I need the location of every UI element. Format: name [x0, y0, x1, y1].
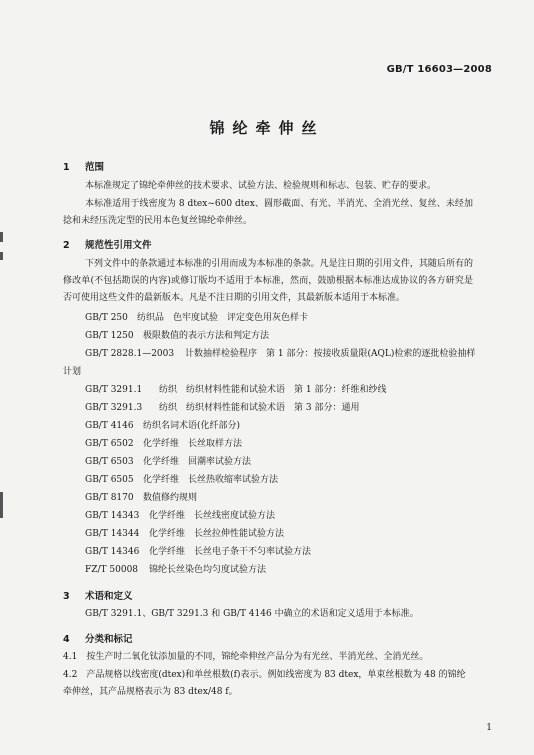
- reference-name: 化学纤维 长丝电子条干不匀率试验方法: [149, 547, 312, 557]
- scope-paragraph-1: 本标准规定了锦纶牵伸丝的技术要求、试验方法、检验规则和标志、包装、贮存的要求。: [85, 181, 437, 191]
- reference-code: GB/T 6503: [85, 457, 134, 467]
- reference-name: 计数抽样检验程序 第 1 部分：按接收质量限(AQL)检索的逐批检验抽样: [185, 349, 476, 359]
- reference-code: GB/T 1250: [85, 331, 134, 341]
- reference-code: GB/T 8170: [85, 493, 134, 503]
- section-number: 1: [63, 162, 70, 173]
- scan-edge-mark: [0, 252, 3, 260]
- reference-item: [85, 454, 251, 467]
- reference-code: GB/T 2828.1—2003: [85, 349, 175, 359]
- reference-code: GB/T 250: [85, 313, 128, 323]
- reference-code: GB/T 14344: [85, 529, 140, 539]
- section-title: 范围: [85, 162, 105, 173]
- section-title: 术语和定义: [85, 591, 133, 602]
- document-title: 锦纶牵伸丝: [209, 119, 325, 137]
- section-number: 4: [63, 634, 70, 645]
- reference-name: 纺织名词术语(化纤部分): [143, 421, 241, 431]
- section-heading-normative-references: [63, 237, 152, 251]
- reference-code: GB/T 6505: [85, 475, 134, 485]
- reference-item: [85, 328, 269, 341]
- section-number: 3: [63, 591, 70, 602]
- reference-name: 极限数值的表示方法和判定方法: [143, 331, 270, 341]
- section-heading-scope: [63, 159, 104, 173]
- reference-name: 化学纤维 长丝线密度试验方法: [149, 511, 276, 521]
- reference-name: 化学纤维 长丝拉伸性能试验方法: [149, 529, 285, 539]
- reference-item: [85, 400, 359, 413]
- scope-paragraph-2: 本标准适用于线密度为 8 dtex~600 dtex、圆形截面、有光、半消光、全消光丝、复丝、未经加捻和未经压洗定型的民用本色复丝锦纶牵伸丝。: [63, 199, 473, 226]
- section-title: 分类和标记: [85, 634, 133, 645]
- reference-name: 锦纶长丝染色均匀度试验方法: [149, 565, 267, 575]
- reference-code: GB/T 14346: [85, 547, 140, 557]
- reference-name: 化学纤维 长丝热收缩率试验方法: [143, 475, 279, 485]
- reference-item: [85, 436, 242, 449]
- reference-code: GB/T 14343: [85, 511, 140, 521]
- reference-code: GB/T 6502: [85, 439, 134, 449]
- reference-code: GB/T 4146: [85, 421, 134, 431]
- reference-code: FZ/T 50008: [85, 565, 139, 575]
- reference-item: [85, 526, 284, 539]
- section-title: 规范性引用文件: [85, 240, 152, 251]
- clause-4-2: 4.2 产品规格以线密度(dtex)和单丝根数(f)表示。例如线密度为 83 dtex，单束丝根数为 48 的锦纶牵伸丝，其产品规格表示为 83 dtex/48 f。: [63, 670, 466, 697]
- reference-code: GB/T 3291.1: [85, 385, 143, 395]
- reference-item: [85, 472, 278, 485]
- reference-item: [85, 346, 475, 359]
- reference-item: [85, 490, 197, 503]
- reference-name: 纺织 纺织材料性能和试验术语 第 1 部分：纤维和纱线: [159, 385, 387, 395]
- reference-name: 数值修约规则: [143, 493, 198, 503]
- page-number: 1: [486, 723, 492, 733]
- terms-paragraph: GB/T 3291.1、GB/T 3291.3 和 GB/T 4146 中确立的术语和定义适用于本标准。: [85, 609, 419, 619]
- reference-item: [85, 310, 308, 323]
- standard-code: GB/T 16603—2008: [386, 64, 492, 75]
- scan-edge-mark: [0, 492, 3, 518]
- section-heading-terms: [63, 588, 133, 602]
- references-paragraph: 下列文件中的条款通过本标准的引用而成为本标准的条款。凡是注日期的引用文件，其随后所有的修改单(不包括勘误的内容)或修订版均不适用于本标准，然而，鼓励根据本标准达成协议的各方研究是否可使用这些文件的最新版本。凡是不注日期的引用文件，其最新版本适用于本标准。: [63, 259, 473, 303]
- section-heading-classification: [63, 631, 133, 645]
- reference-wrap-text: 计划: [63, 367, 82, 377]
- reference-name: 化学纤维 回潮率试验方法: [143, 457, 252, 467]
- scan-edge-mark: [0, 232, 3, 242]
- reference-name: 化学纤维 长丝取样方法: [143, 439, 243, 449]
- section-number: 2: [63, 240, 70, 251]
- clause-4-1: 4.1 按生产时二氧化钛添加量的不同，锦纶牵伸丝产品分为有光丝、半消光丝、全消光丝。: [63, 652, 429, 662]
- reference-item: [85, 382, 386, 395]
- reference-item: [85, 544, 311, 557]
- reference-name: 纺织 纺织材料性能和试验术语 第 3 部分：通用: [159, 403, 360, 413]
- reference-item: [85, 562, 266, 575]
- reference-code: GB/T 3291.3: [85, 403, 143, 413]
- reference-item: [85, 418, 240, 431]
- reference-item: [85, 508, 275, 521]
- reference-name: 纺织品 色牢度试验 评定变色用灰色样卡: [137, 313, 309, 323]
